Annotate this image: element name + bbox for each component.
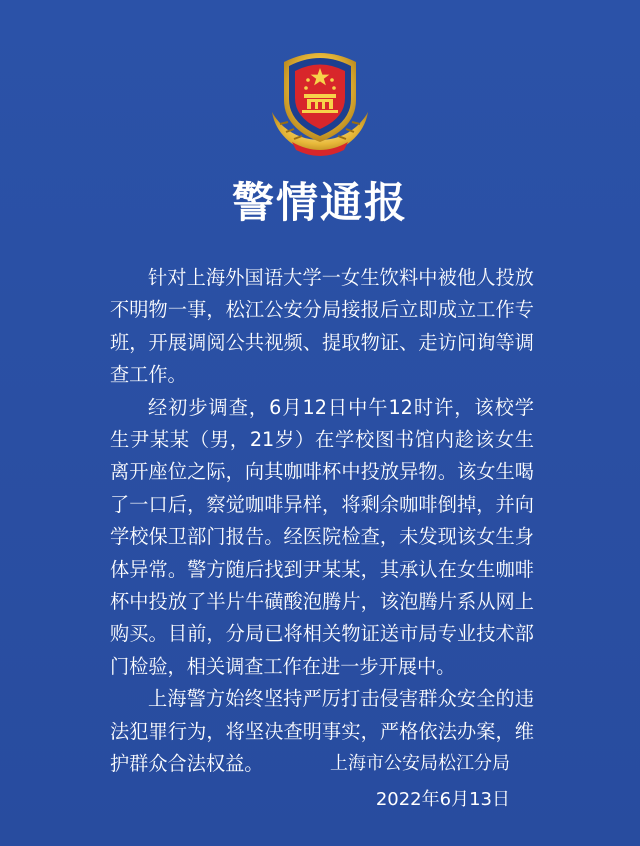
paragraph-1: 针对上海外国语大学一女生饮料中被他人投放不明物一事，松江公安分局接报后立即成立工作专班，开展调阅公共视频、提取物证、走访问询等调查工作。 [110, 266, 534, 387]
issuer-name: 上海市公安局松江分局 [330, 753, 510, 774]
notice-body [110, 262, 534, 781]
signature-block [330, 746, 510, 818]
notice-title: 警情通报 [231, 178, 408, 227]
paragraph-3: 上海警方始终坚持严厉打击侵害群众安全的违法犯罪行为，将坚决查明事实，严格依法办案，维护群众合法权益。 [110, 687, 534, 776]
paragraph-2: 经初步调查，6月12日中午12时许，该校学生尹某某（男，21岁）在学校图书馆内趁该女生离开座位之际，向其咖啡杯中投放异物。该女生喝了一口后，察觉咖啡异样，将剩余咖啡倒掉，并向学校保卫部门报告。经医院检查，未发现该女生身体异常。警方随后找到尹某某，其承认在女生咖啡杯中投放了半片牛磺酸泡腾片，该泡腾片系从网上购买。目前，分局已将相关物证送市局专业技术部门检验，相关调查工作在进一步开展中。 [110, 395, 534, 678]
issue-date: 2022年6月13日 [375, 789, 510, 810]
police-emblem-icon [262, 42, 378, 158]
